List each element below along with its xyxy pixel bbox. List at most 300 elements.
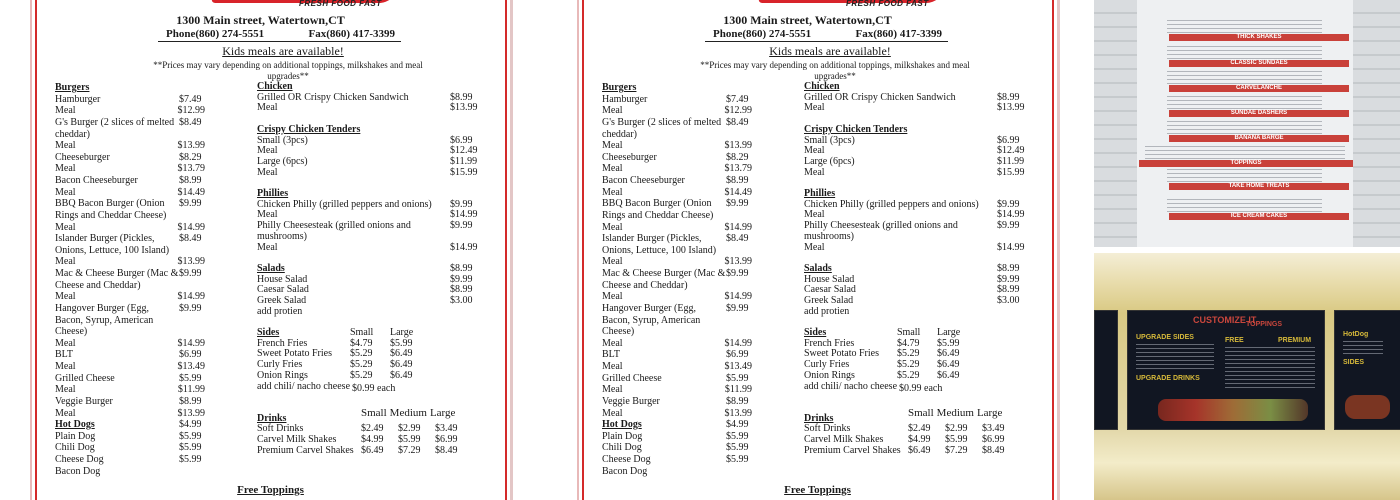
item-price: $9.99 — [179, 198, 202, 210]
item-price-large: $5.99 — [390, 337, 413, 349]
item-price: $9.99 — [450, 198, 473, 210]
border-line — [35, 0, 37, 500]
menu-item — [602, 105, 752, 117]
item-name: Meal — [602, 384, 623, 396]
item-price-large: $6.49 — [937, 369, 960, 381]
column-header: Medium — [389, 407, 427, 419]
menu-item — [257, 371, 487, 382]
board-section-bar: THICK SHAKES — [1169, 34, 1349, 41]
item-price: $14.99 — [450, 209, 478, 221]
item-price: $14.49 — [177, 186, 205, 198]
border-line — [1052, 0, 1054, 500]
item-price: $11.99 — [724, 384, 752, 396]
contact-line — [158, 28, 401, 42]
item-name: Mac & Cheese Burger (Mac & Cheese and Cheddar) — [602, 268, 726, 291]
item-price-large: $6.49 — [390, 359, 413, 371]
item-name: Hamburger — [602, 93, 648, 105]
menu-section — [804, 125, 1034, 179]
item-name: Plain Dog — [602, 430, 643, 442]
board-section-bar: ICE CREAM CAKES — [1169, 213, 1349, 220]
column-header: Large — [937, 327, 961, 338]
menu-item — [804, 168, 1034, 179]
item-price: $8.99 — [179, 395, 202, 407]
menu-item — [55, 233, 205, 256]
fax: Fax(860) 417-3399 — [855, 28, 942, 40]
item-price: $3.49 — [982, 423, 1005, 435]
item-price: $4.99 — [908, 434, 931, 446]
item-name: Sweet Potato Fries — [257, 348, 332, 360]
column-header: Large — [429, 407, 456, 419]
item-price: $9.99 — [179, 302, 202, 314]
item-name: G's Burger (2 slices of melted cheddar) — [602, 116, 722, 140]
address: 1300 Main street, Watertown,CT — [723, 13, 892, 27]
item-price-small: $5.29 — [350, 359, 373, 371]
item-name: Grilled Cheese — [602, 372, 662, 384]
screen-text-lines — [1343, 341, 1383, 355]
item-name: Curly Fries — [804, 359, 850, 371]
menu-item — [804, 103, 1034, 114]
ice-cream-menu-photo[interactable] — [1094, 0, 1400, 247]
menu-section — [602, 82, 752, 419]
menu-item — [602, 152, 752, 164]
item-price: $13.79 — [724, 163, 752, 175]
item-price: $14.99 — [177, 221, 205, 233]
item-name: Meal — [55, 163, 76, 175]
item-name: Meal — [602, 407, 623, 419]
menu-section — [804, 82, 1034, 114]
menu-section — [257, 264, 487, 318]
section-title: Chicken — [804, 81, 840, 92]
board-section-bar: CARVELANCHE — [1169, 85, 1349, 92]
item-name: Grilled Cheese — [55, 372, 115, 384]
item-name: Meal — [55, 221, 76, 233]
item-price: $14.99 — [997, 241, 1025, 253]
item-price: $9.99 — [450, 273, 473, 285]
item-name: Meal — [804, 209, 825, 221]
item-price: $13.79 — [177, 163, 205, 175]
item-name: Meal — [602, 337, 623, 349]
border-line — [505, 0, 507, 500]
item-price-small: $5.29 — [350, 369, 373, 381]
item-price: $5.99 — [179, 442, 202, 454]
item-price-small: $5.29 — [897, 348, 920, 360]
menu-item — [602, 408, 752, 420]
item-price: $13.99 — [997, 102, 1025, 114]
item-name: Chicken Philly (grilled peppers and onions) — [257, 198, 432, 210]
item-name: Meal — [602, 186, 623, 198]
item-name: Meal — [602, 221, 623, 233]
menu-item — [602, 175, 752, 187]
item-name: Soft Drinks — [804, 423, 851, 435]
section-title: Crispy Chicken Tenders — [257, 124, 361, 135]
item-name: Meal — [804, 241, 825, 253]
menu-section — [55, 82, 205, 419]
item-name: Meal — [55, 105, 76, 117]
menu-item — [602, 338, 752, 350]
item-name: Grilled OR Crispy Chicken Sandwich — [257, 91, 409, 103]
item-name: Soft Drinks — [257, 423, 304, 435]
item-name: Philly Cheesesteak (grilled onions and mushrooms) — [257, 220, 411, 242]
item-price: $12.99 — [177, 105, 205, 117]
menu-item — [804, 221, 1034, 242]
item-price: $5.99 — [179, 430, 202, 442]
menu-item — [602, 233, 752, 256]
item-price: $8.49 — [179, 116, 202, 128]
item-name: Greek Salad — [804, 295, 854, 307]
item-price: $5.99 — [179, 372, 202, 384]
section-title: Burgers — [602, 82, 637, 93]
menu-item — [602, 268, 752, 291]
section-price: $8.99 — [450, 263, 473, 274]
item-price: $11.99 — [177, 384, 205, 396]
item-name: Cheeseburger — [602, 151, 657, 163]
section-title: Burgers — [55, 82, 90, 93]
screen-premium: PREMIUM — [1278, 337, 1312, 344]
menu-item — [602, 431, 752, 443]
item-price: $9.99 — [997, 198, 1020, 210]
item-price: $13.99 — [177, 256, 205, 268]
menu-item — [55, 361, 205, 373]
item-name: Veggie Burger — [602, 395, 660, 407]
menu-item — [602, 454, 752, 466]
item-name: Meal — [55, 140, 76, 152]
section-title: Sides — [257, 327, 280, 338]
price-note: **Prices may vary depending on additional toppings, milkshakes and meal upgrades** — [153, 60, 423, 81]
item-name: Bacon Dog — [55, 465, 101, 477]
board-section-bar: BANANA BARGE — [1169, 135, 1349, 142]
item-name: Premium Carvel Shakes — [257, 444, 354, 456]
item-price: $5.99 — [726, 453, 749, 465]
item-price: $5.99 — [726, 442, 749, 454]
screen-upgrade-drinks: UPGRADE DRINKS — [1136, 375, 1200, 382]
menu-item — [55, 396, 205, 408]
item-name: add chili/ nacho cheese — [804, 380, 898, 392]
item-price: $14.99 — [724, 337, 752, 349]
menu-item — [804, 307, 1034, 318]
item-price: $14.49 — [724, 186, 752, 198]
menu-section — [804, 264, 1034, 318]
menu-item — [602, 466, 752, 478]
screen-toppings: TOPPINGS — [1246, 321, 1283, 328]
menu-item — [55, 338, 205, 350]
section-header — [55, 82, 205, 94]
menu-image[interactable] — [575, 0, 1060, 500]
item-price: $14.99 — [177, 291, 205, 303]
item-price: $2.49 — [361, 423, 384, 435]
section-price: $4.99 — [726, 419, 749, 430]
item-price: $6.99 — [997, 134, 1020, 146]
board-text-lines — [1167, 121, 1322, 135]
item-price: $8.99 — [997, 284, 1020, 296]
item-name: French Fries — [804, 337, 855, 349]
screen-title: CUSTOMIZE IT — [1193, 315, 1257, 325]
item-name: Islander Burger (Pickles, Onions, Lettuce, 100 Island) — [602, 233, 717, 256]
menu-item — [55, 94, 205, 106]
item-price: $8.99 — [997, 91, 1020, 103]
item-price: $8.99 — [450, 91, 473, 103]
item-price: $8.99 — [726, 175, 749, 186]
item-name: Chili Dog — [602, 442, 642, 454]
item-price: $7.29 — [398, 444, 421, 456]
item-price: $7.29 — [945, 444, 968, 456]
item-name: Hangover Burger (Egg, Bacon, Syrup, American Cheese) — [602, 302, 701, 338]
board-text-lines — [1167, 20, 1322, 34]
item-name: Meal — [55, 291, 76, 303]
item-price: $9.99 — [726, 302, 749, 314]
item-price: $13.99 — [724, 407, 752, 419]
item-name: Plain Dog — [55, 430, 96, 442]
item-name: Curly Fries — [257, 359, 303, 371]
item-name: Meal — [804, 102, 825, 114]
menu-item — [257, 382, 487, 395]
item-name: Large (6pcs) — [257, 156, 308, 168]
logo-tagline: FRESH FOOD FAST — [846, 0, 929, 8]
column-header: Large — [390, 327, 414, 338]
section-title: Sides — [804, 327, 827, 338]
menu-item — [55, 222, 205, 234]
item-price: $13.99 — [450, 102, 478, 114]
item-name: House Salad — [804, 273, 855, 285]
item-price: $8.49 — [435, 444, 458, 456]
section-price: $4.99 — [179, 419, 202, 430]
column-header: Medium — [936, 407, 974, 419]
menu-item — [602, 373, 752, 385]
menu-screen — [1334, 310, 1400, 430]
price-note: **Prices may vary depending on additional toppings, milkshakes and meal upgrades** — [700, 60, 970, 81]
board-section-bar: SUNDAE DASHERS — [1169, 110, 1349, 117]
menu-item — [257, 446, 487, 457]
section-title: Chicken — [257, 81, 293, 92]
item-price: $6.99 — [726, 349, 749, 361]
border-line — [1057, 0, 1060, 500]
item-name: Meal — [602, 256, 623, 268]
item-name: Small (3pcs) — [804, 134, 855, 146]
item-name: Hangover Burger (Egg, Bacon, Syrup, American Cheese) — [55, 302, 154, 338]
menu-item — [257, 243, 487, 254]
item-name: Meal — [602, 140, 623, 152]
menu-item — [602, 187, 752, 199]
item-price: $2.49 — [908, 423, 931, 435]
item-name: Meal — [55, 361, 76, 372]
menu-item — [602, 361, 752, 373]
item-name: Small (3pcs) — [257, 134, 308, 146]
item-name: add protien — [257, 305, 303, 317]
item-price: $3.49 — [435, 423, 458, 435]
menu-item — [55, 105, 205, 117]
board-text-lines — [1167, 96, 1322, 110]
item-name: Chili Dog — [55, 442, 95, 454]
menu-section — [257, 189, 487, 253]
item-name: Veggie Burger — [55, 395, 113, 407]
item-name: add protien — [804, 305, 850, 317]
screen-sides: SIDES — [1343, 359, 1365, 366]
item-price: $11.99 — [997, 156, 1025, 168]
sides-section — [804, 328, 1034, 394]
item-name: Meal — [257, 102, 278, 114]
column-header: Small — [908, 407, 934, 419]
menu-item — [55, 466, 205, 478]
menu-item — [55, 408, 205, 420]
item-price: $11.99 — [450, 156, 478, 168]
item-price: $5.99 — [398, 434, 421, 446]
item-name: Meal — [602, 105, 623, 117]
item-name: Bacon Dog — [602, 465, 648, 477]
menu-item — [602, 396, 752, 408]
section-title: Salads — [257, 263, 285, 274]
item-price: $6.99 — [450, 134, 473, 146]
menu-item — [55, 152, 205, 164]
item-price: $6.49 — [361, 444, 384, 456]
column-header: Small — [897, 327, 921, 338]
section-title: Hot Dogs — [602, 419, 642, 430]
menu-screen — [1094, 310, 1118, 430]
item-name: Meal — [804, 166, 825, 178]
board-text-lines — [1145, 146, 1345, 160]
board-text-lines — [1167, 199, 1322, 213]
item-price: $8.49 — [982, 444, 1005, 456]
item-name: Grilled OR Crispy Chicken Sandwich — [804, 91, 956, 103]
phone: Phone(860) 274-5551 — [166, 28, 265, 40]
item-price-large: $6.49 — [390, 348, 413, 360]
section-header — [55, 419, 205, 431]
item-name: Meal — [602, 361, 623, 372]
item-price: $6.99 — [179, 349, 202, 361]
item-name: Meal — [55, 186, 76, 198]
menu-item — [55, 117, 205, 140]
item-price: $9.99 — [726, 268, 749, 279]
item-price: $2.99 — [398, 423, 421, 435]
menu-screens-photo[interactable] — [1094, 253, 1400, 500]
menu-item — [55, 175, 205, 187]
kids-meals-notice: Kids meals are available! — [222, 44, 344, 58]
board-section-bar: CLASSIC SUNDAES — [1169, 60, 1349, 67]
food-image — [1158, 399, 1308, 421]
section-header — [602, 419, 752, 431]
border-line — [510, 0, 513, 500]
menu-item — [602, 222, 752, 234]
item-price-large: $6.49 — [390, 369, 413, 381]
item-name: Meal — [55, 384, 76, 396]
item-price: $8.49 — [726, 116, 749, 128]
menu-item — [602, 117, 752, 140]
kids-meals-notice: Kids meals are available! — [769, 44, 891, 58]
fax: Fax(860) 417-3399 — [308, 28, 395, 40]
item-name: Meal — [804, 145, 825, 157]
logo-tagline: FRESH FOOD FAST — [299, 0, 382, 8]
menu-item — [55, 454, 205, 466]
item-price: $7.49 — [179, 93, 202, 105]
menu-item — [257, 221, 487, 242]
menu-section — [602, 419, 752, 477]
menu-item — [602, 256, 752, 268]
restaurant-logo — [760, 0, 980, 8]
item-price-large: $6.49 — [937, 359, 960, 371]
item-price: $8.29 — [179, 151, 202, 163]
item-price: $5.99 — [179, 453, 202, 465]
menu-item — [55, 442, 205, 454]
item-price: $3.00 — [997, 295, 1020, 307]
section-title: Drinks — [804, 412, 834, 424]
item-price-small: $5.29 — [897, 359, 920, 371]
item-price: $9.99 — [450, 220, 473, 232]
item-price: $14.99 — [724, 291, 752, 303]
board-section-bar: TAKE HOME TREATS — [1169, 183, 1349, 190]
board-text-lines — [1167, 46, 1322, 60]
item-name: Greek Salad — [257, 295, 307, 307]
menu-item — [602, 94, 752, 106]
menu-item — [55, 291, 205, 303]
menu-item — [602, 291, 752, 303]
menu-image[interactable] — [28, 0, 513, 500]
board-text-lines — [1167, 71, 1322, 85]
restaurant-logo — [213, 0, 433, 8]
item-name: Caesar Salad — [257, 284, 309, 296]
item-price: $3.00 — [450, 295, 473, 307]
menu-item — [257, 103, 487, 114]
item-price: $13.99 — [724, 256, 752, 268]
item-price: $8.49 — [726, 233, 749, 245]
item-price: $9.99 — [179, 268, 202, 279]
item-price-large: $5.99 — [937, 337, 960, 349]
board-section-bar: TOPPINGS — [1139, 160, 1353, 167]
item-name: Mac & Cheese Burger (Mac & Cheese and Cheddar) — [55, 268, 179, 291]
item-price: $2.99 — [945, 423, 968, 435]
border-line — [577, 0, 579, 500]
menu-item — [804, 243, 1034, 254]
item-price: $0.99 each — [899, 382, 943, 394]
item-price: $13.49 — [177, 361, 205, 372]
column-header: Small — [350, 327, 374, 338]
screen-hotdog: HotDog — [1343, 331, 1369, 338]
item-price: $5.99 — [726, 372, 749, 384]
item-name: Meal — [55, 407, 76, 419]
item-name: Islander Burger (Pickles, Onions, Lettuce, 100 Island) — [55, 233, 170, 256]
menu-item — [804, 382, 1034, 395]
item-name: Cheese Dog — [602, 453, 651, 465]
address: 1300 Main street, Watertown,CT — [176, 13, 345, 27]
menu-item — [602, 198, 752, 221]
item-name: BBQ Bacon Burger (Onion Rings and Cheddar Cheese) — [55, 198, 167, 221]
border-line — [30, 0, 32, 500]
column-header: Large — [976, 407, 1003, 419]
item-price: $14.99 — [997, 209, 1025, 221]
item-price: $15.99 — [450, 166, 478, 178]
section-price: $8.99 — [997, 263, 1020, 274]
item-price: $12.49 — [450, 145, 478, 157]
menu-item — [55, 163, 205, 175]
item-name: Meal — [257, 145, 278, 157]
item-name: BBQ Bacon Burger (Onion Rings and Cheddar Cheese) — [602, 198, 714, 221]
free-toppings-heading: Free Toppings — [784, 484, 851, 496]
item-price: $13.99 — [724, 140, 752, 152]
item-name: BLT — [602, 349, 620, 361]
item-price: $0.99 each — [352, 382, 396, 394]
column-header: Small — [361, 407, 387, 419]
item-price: $15.99 — [997, 166, 1025, 178]
item-name: French Fries — [257, 337, 308, 349]
item-price-small: $5.29 — [897, 369, 920, 381]
menu-item — [602, 349, 752, 361]
menu-item — [55, 140, 205, 152]
item-price: $5.99 — [945, 434, 968, 446]
item-name: Meal — [257, 166, 278, 178]
section-title: Phillies — [257, 188, 289, 199]
item-name: Carvel Milk Shakes — [257, 434, 337, 446]
item-price: $7.49 — [726, 93, 749, 105]
food-image — [1345, 395, 1390, 419]
item-price: $13.99 — [177, 407, 205, 419]
drinks-section — [257, 408, 487, 457]
